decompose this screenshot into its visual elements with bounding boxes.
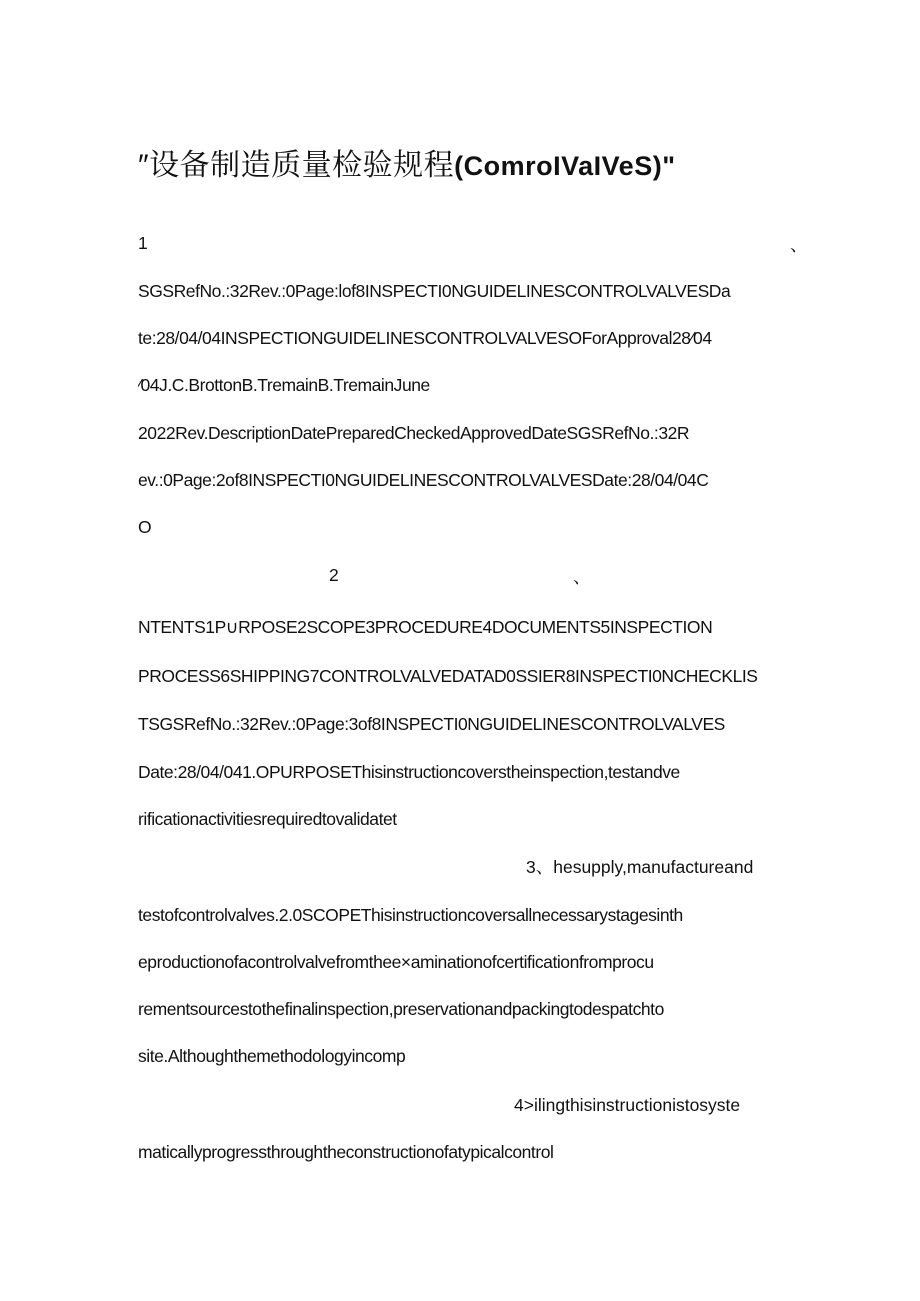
text-line-section-3: 3、hesupply,manufactureand <box>526 857 754 877</box>
text-line: NTENTS1P∪RPOSE2SCOPE3PROCEDURE4DOCUMENTS5INSPECTION <box>138 617 713 637</box>
text-line: maticallyprogressthroughtheconstructionofatypicalcontrol <box>138 1142 554 1162</box>
text-line: ev.:0Page:2of8INSPECTI0NGUIDELINESCONTROLVALVESDate:28/04/04C <box>138 470 709 490</box>
section-number-2: 2 <box>329 565 339 585</box>
text-line: TSGSRefNo.:32Rev.:0Page:3of8INSPECTI0NGUIDELINESCONTROLVALVES <box>138 714 725 734</box>
text-line: testofcontrolvalves.2.0SCOPEThisinstructioncoversallnecessarystagesinth <box>138 905 683 925</box>
title-latin: (ComroIVaIVeS)" <box>454 151 676 181</box>
text-line: PROCESS6SHIPPING7CONTROLVALVEDATAD0SSIER8INSPECTI0NCHECKLIS <box>138 666 758 686</box>
text-line: te:28/04/04INSPECTIONGUIDELINESCONTROLVALVESOForApproval28∕04 <box>138 328 712 348</box>
text-line: SGSRefNo.:32Rev.:0Page:lof8INSPECTI0NGUIDELINESCONTROLVALVESDa <box>138 281 731 301</box>
text-line: O <box>138 517 152 537</box>
section-mark-1: 、 <box>790 235 808 255</box>
document-title <box>138 140 676 184</box>
text-line: ∕04J.C.BrottonB.TremainB.TremainJune <box>138 375 430 395</box>
text-line: site.Althoughthemethodologyincomp <box>138 1046 406 1066</box>
text-line-section-4: 4>ilingthisinstructionistosyste <box>514 1095 741 1115</box>
section-number-1: 1 <box>138 233 148 253</box>
text-line: 2022Rev.DescriptionDatePreparedCheckedApprovedDateSGSRefNo.:32R <box>138 423 690 443</box>
text-line: rementsourcestothefinalinspection,preservationandpackingtodespatchto <box>138 999 664 1019</box>
section-mark-2: 、 <box>573 567 591 587</box>
text-line: eproductionofacontrolvalvefromthee×aminationofcertificationfromprocu <box>138 952 654 972</box>
text-line: rificationactivitiesrequiredtovalidatet <box>138 809 397 829</box>
title-chinese: ″设备制造质量检验规程 <box>138 149 455 182</box>
text-line: Date:28/04/041.OPURPOSEThisinstructioncoverstheinspection,testandve <box>138 762 680 782</box>
